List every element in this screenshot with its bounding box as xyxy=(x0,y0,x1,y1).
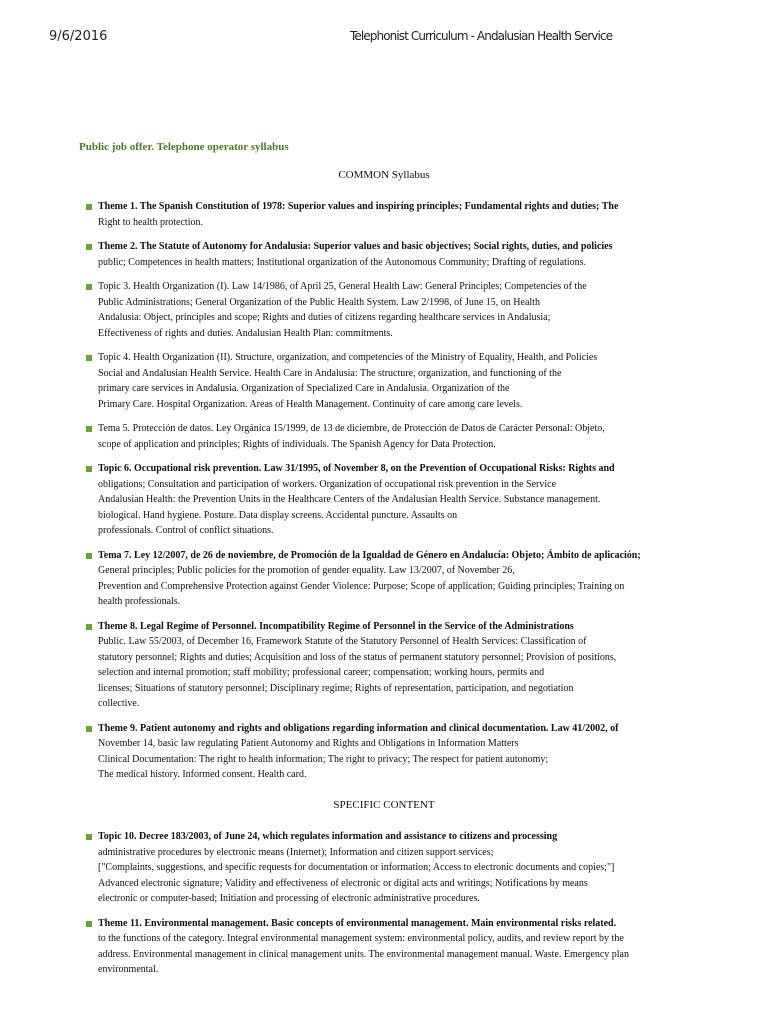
item-heading-line: Theme 8. Legal Regime of Personnel. Incompatibility Regime of Personnel in the Service of the Administrations xyxy=(98,620,574,632)
item-body-line: primary care services in Andalusia. Organization of Specialized Care in Andalusia. Organization of the xyxy=(98,383,510,394)
item-body-line: November 14, basic law regulating Patient Autonomy and Rights and Obligations in Information Matters xyxy=(98,738,519,749)
item-body-line: address. Environmental management in clinical management units. The environmental management manual. Waste. Emergency plan xyxy=(98,948,629,960)
bullet-square-icon xyxy=(86,553,92,559)
syllabus-item xyxy=(86,279,706,341)
syllabus-item xyxy=(86,239,706,270)
bullet-square-icon xyxy=(86,204,92,210)
item-heading-line: Topic 10. Decree 183/2003, of June 24, which regulates information and assistance to citizens and processing xyxy=(98,831,558,842)
syllabus-item xyxy=(86,619,706,712)
bullet-square-icon xyxy=(86,921,92,927)
header-date: 9/6/2016 xyxy=(49,29,108,44)
item-body-line: General principles; Public policies for the promotion of gender equality. Law 13/2007, of November 26, xyxy=(98,565,515,576)
syllabus-item xyxy=(86,916,706,978)
syllabus-item xyxy=(86,199,706,230)
bullet-square-icon xyxy=(86,834,92,840)
item-body-line: Effectiveness of rights and duties. Andalusian Health Plan: commitments. xyxy=(98,327,393,339)
item-heading-line: Theme 2. The Statute of Autonomy for Andalusia: Superior values and basic objectives; Social rights, duties, and policies xyxy=(98,241,613,252)
bullet-square-icon xyxy=(86,426,92,432)
item-body-line: Social and Andalusian Health Service. Health Care in Andalusia: The structure, organization, and functioning of the xyxy=(98,367,562,379)
item-body-line: Andalusia: Object, principles and scope; Rights and duties of citizens regarding healthcare services in Andalusia; xyxy=(98,312,551,323)
specific-heading: SPECIFIC CONTENT xyxy=(333,799,435,811)
syllabus-item xyxy=(86,461,706,539)
item-body-line: ["Complaints, suggestions, and specific requests for documentation or information; Access to electronic documents and copies;"] xyxy=(98,862,615,873)
item-body-line: Andalusian Health: the Prevention Units in the Healthcare Centers of the Andalusian Health Service. Substance management. xyxy=(98,494,601,505)
item-body-line: administrative procedures by electronic means (Internet); Information and citizen support services; xyxy=(98,846,494,858)
bullet-square-icon xyxy=(86,466,92,472)
item-body-line: environmental. xyxy=(98,964,159,975)
item-body-line: obligations; Consultation and participation of workers. Organization of occupational risk prevention in the Service xyxy=(98,478,557,490)
item-heading-line: Topic 4. Health Organization (II). Structure, organization, and competencies of the Ministry of Equality, Health, and Policies xyxy=(98,352,598,363)
syllabus-item xyxy=(86,829,706,907)
item-body-line: selection and internal promotion; staff mobility; professional career; compensation; working hours, permits and xyxy=(98,667,545,678)
common-syllabus-list xyxy=(86,199,706,783)
syllabus-item xyxy=(86,548,706,610)
item-body-line: professionals. Control of conflict situations. xyxy=(98,525,274,536)
item-heading-line: Theme 11. Environmental management. Basic concepts of environmental management. Main environmental risks related. xyxy=(98,917,617,929)
specific-syllabus-list xyxy=(86,829,706,978)
bullet-square-icon xyxy=(86,726,92,732)
item-body-line: The medical history. Informed consent. Health card. xyxy=(98,769,307,780)
item-body-line: health professionals. xyxy=(98,596,181,607)
bullet-square-icon xyxy=(86,284,92,290)
item-body-line: to the functions of the category. Integral environmental management system: environmental policy, audits, and review report by the xyxy=(98,933,624,944)
syllabus-item xyxy=(86,721,706,783)
item-heading-line: Topic 6. Occupational risk prevention. Law 31/1995, of November 8, on the Prevention of Occupational Risks: Rights and xyxy=(98,463,615,474)
bullet-square-icon xyxy=(86,244,92,250)
item-body-line: public; Competences in health matters; Institutional organization of the Autonomous Community; Drafting of regulations. xyxy=(98,256,587,268)
bullet-square-icon xyxy=(86,355,92,361)
item-body-line: Advanced electronic signature; Validity and effectiveness of electronic or digital acts and writings; Notifications by means xyxy=(98,877,588,889)
header-title: Telephonist Curriculum - Andalusian Health Service xyxy=(350,29,613,43)
item-heading-line: Theme 1. The Spanish Constitution of 1978: Superior values and inspiring principles; Fundamental rights and duties; The xyxy=(98,201,619,212)
item-heading-line: Topic 3. Health Organization (I). Law 14/1986, of April 25, General Health Law: General Principles; Competencies of the xyxy=(98,281,587,292)
item-heading-line: Theme 9. Patient autonomy and rights and obligations regarding information and clinical documentation. Law 41/2002, of xyxy=(98,722,619,734)
common-heading: COMMON Syllabus xyxy=(338,169,430,181)
item-body-line: statutory personnel; Rights and duties; Acquisition and loss of the status of permanent statutory personnel; Provision of positions, xyxy=(98,651,617,663)
item-body-line: biological. Hand hygiene. Posture. Data display screens. Accidental puncture. Assaults on xyxy=(98,509,458,521)
item-body-line: scope of application and principles; Rights of individuals. The Spanish Agency for Data Protection. xyxy=(98,438,496,450)
bullet-square-icon xyxy=(86,624,92,630)
item-body-line: Prevention and Comprehensive Protection against Gender Violence: Purpose; Scope of application; Guiding principles; Training on xyxy=(98,580,625,592)
syllabus-item xyxy=(86,350,706,412)
item-body-line: Public. Law 55/2003, of December 16, Framework Statute of the Statutory Personnel of Health Services: Classification of xyxy=(98,636,587,647)
item-body-line: Public Administrations; General Organization of the Public Health System. Law 2/1998, of June 15, on Health xyxy=(98,296,540,308)
item-body-line: Primary Care. Hospital Organization. Areas of Health Management. Continuity of care among care levels. xyxy=(98,398,523,410)
syllabus-item xyxy=(86,421,706,452)
item-heading-line: Tema 5. Protección de datos. Ley Orgánica 15/1999, de 13 de diciembre, de Protección de Datos de Carácter Personal: Objeto, xyxy=(98,423,605,434)
item-body-line: electronic or computer-based; Initiation and processing of electronic administrative procedures. xyxy=(98,893,480,904)
item-body-line: collective. xyxy=(98,698,140,709)
item-body-line: Clinical Documentation: The right to health information; The right to privacy; The respect for patient autonomy; xyxy=(98,753,549,765)
item-heading-line: Tema 7. Ley 12/2007, de 26 de noviembre, de Promoción de la Igualdad de Género en Andalucía: Objeto; Ámbito de aplicación; xyxy=(98,549,641,561)
offer-title: Public job offer. Telephone operator syllabus xyxy=(79,141,289,153)
item-body-line: Right to health protection. xyxy=(98,216,203,228)
item-body-line: licenses; Situations of statutory personnel; Disciplinary regime; Rights of representation, participation, and negotiation xyxy=(98,682,574,694)
